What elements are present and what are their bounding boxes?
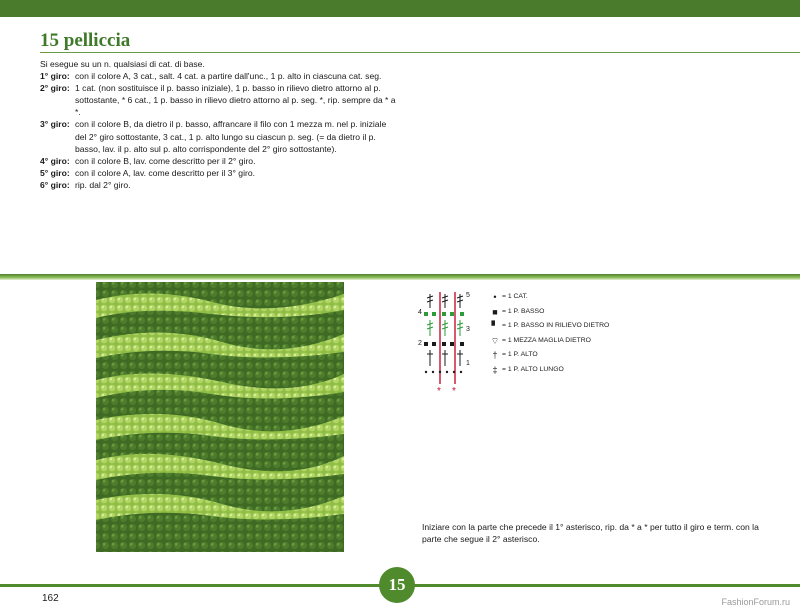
pattern-number-badge: 15 <box>379 567 415 603</box>
title-rule <box>40 52 800 53</box>
page-number: 162 <box>42 593 59 604</box>
dot-icon: • <box>493 292 497 302</box>
legend-text: = 1 P. BASSO <box>502 307 545 315</box>
round-2 <box>40 82 400 118</box>
diagram-row-number: 4 <box>418 309 422 316</box>
round-text: con il colore A, lav. come descritto per il 3° giro. <box>75 167 256 178</box>
round-label: 5° giro: <box>40 167 70 178</box>
stitch-diagram <box>416 288 480 398</box>
diagram-row-number: 5 <box>466 292 470 299</box>
symbol-legend <box>488 290 609 377</box>
diagram-row-number: 1 <box>466 360 470 367</box>
swatch-illustration <box>92 280 350 552</box>
legend-item <box>488 290 609 305</box>
legend-item <box>488 319 609 334</box>
round-text: rip. dal 2° giro. <box>75 179 131 190</box>
legend-item <box>488 363 609 378</box>
pattern-title: 15 pelliccia <box>40 30 131 51</box>
round-4 <box>40 155 400 167</box>
round-3 <box>40 118 400 154</box>
double-dagger-icon: ‡ <box>492 364 498 375</box>
legend-item <box>488 348 609 363</box>
round-text: 1 cat. (non sostituisce il p. basso iniziale), 1 p. basso in rilievo dietro attorno al p. sottostante, * 6 cat., 1 p. basso in rilievo dietro attorno al p. seg. *, rip. sempre da * a *. <box>75 83 396 118</box>
round-text: con il colore B, da dietro il p. basso, affrancare il filo con 1 mezza m. nel p. iniziale del 2° giro sottostante, 3 cat., 1 p. alto lungo su ciascun p. seg. (= da dietro il p. basso, lav. il p. alto sul p. alto corrispondente del 2° giro sottostante). <box>75 119 387 154</box>
round-label: 6° giro: <box>40 179 70 190</box>
dagger-icon: † <box>492 350 498 360</box>
round-label: 2° giro: <box>40 83 70 94</box>
legend-text: = 1 P. ALTO <box>502 351 538 358</box>
diagram-footnote: Iniziare con la parte che precede il 1° asterisco, rip. da * a * per tutto il giro e term. con la parte che segue il 2° asterisco. <box>422 522 759 544</box>
square-icon: ■ <box>492 306 498 317</box>
round-5 <box>40 167 400 179</box>
instructions-block <box>40 58 400 191</box>
round-label: 1° giro: <box>40 71 70 82</box>
legend-text: = 1 CAT. <box>502 293 528 300</box>
legend-text: = 1 P. BASSO IN RILIEVO DIETRO <box>502 322 610 329</box>
instructions-intro: Si esegue su un n. qualsiasi di cat. di base. <box>40 59 205 69</box>
square-hook-icon: ▘ <box>491 321 499 331</box>
top-color-bar <box>0 0 800 17</box>
svg-text:*: * <box>452 386 456 397</box>
legend-item <box>488 305 609 320</box>
round-label: 4° giro: <box>40 155 70 166</box>
legend-text: = 1 MEZZA MAGLIA DIETRO <box>502 336 591 344</box>
diagram-row-number: 2 <box>418 340 422 347</box>
legend-text: = 1 P. ALTO LUNGO <box>502 365 564 373</box>
round-text: con il colore A, 3 cat., salt. 4 cat. a partire dall'unc., 1 p. alto in ciascuna cat. seg. <box>75 71 382 82</box>
watermark: FashionForum.ru <box>721 597 790 607</box>
slip-stitch-back-icon: ⌔ <box>490 335 500 346</box>
round-text: con il colore B, lav. come descritto per il 2° giro. <box>75 155 256 166</box>
round-6 <box>40 179 400 191</box>
svg-text:*: * <box>437 386 441 397</box>
round-label: 3° giro: <box>40 119 70 130</box>
swatch-photo <box>92 280 350 552</box>
round-1 <box>40 70 400 82</box>
diagram-row-number: 3 <box>466 326 470 333</box>
legend-item <box>488 334 609 349</box>
